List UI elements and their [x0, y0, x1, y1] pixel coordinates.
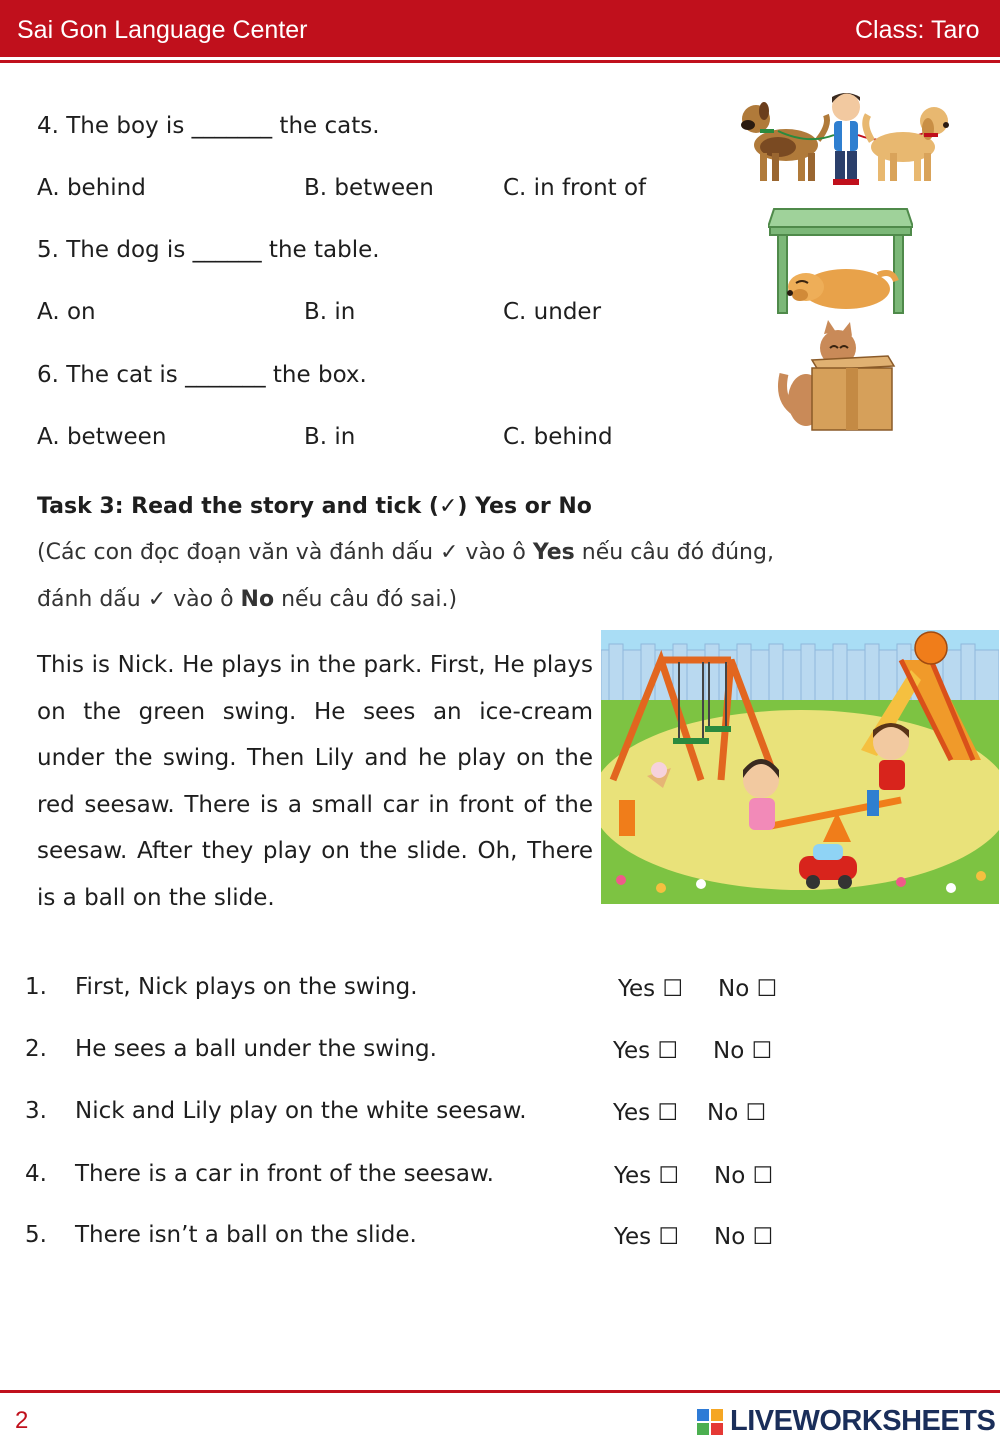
question-5-option-a[interactable]: A. on [37, 299, 96, 325]
statement-1-text: First, Nick plays on the swing. [75, 974, 418, 1000]
statement-2-yes-checkbox[interactable]: Yes ☐ [613, 1038, 679, 1064]
ball-icon [915, 632, 947, 664]
statement-3-text: Nick and Lily play on the white seesaw. [75, 1098, 527, 1124]
question-6-option-c[interactable]: C. behind [503, 424, 613, 450]
playground-scene-illustration [601, 630, 999, 904]
no-keyword: No [240, 587, 275, 612]
yes-keyword: Yes [532, 540, 575, 565]
header-divider [0, 60, 1000, 63]
statement-5-yes-checkbox[interactable]: Yes ☐ [614, 1224, 680, 1250]
statement-5-no-checkbox[interactable]: No ☐ [714, 1224, 774, 1250]
center-name: Sai Gon Language Center [17, 16, 308, 44]
statement-4-no-checkbox[interactable]: No ☐ [714, 1163, 774, 1189]
statement-5-number: 5. [25, 1222, 47, 1248]
sleeping-dog-icon [787, 269, 896, 309]
statement-2-text: He sees a ball under the swing. [75, 1036, 437, 1062]
cat-behind-box-illustration [776, 320, 898, 438]
statement-3-number: 3. [25, 1098, 47, 1124]
statement-1-number: 1. [25, 974, 47, 1000]
question-5-option-c[interactable]: C. under [503, 299, 602, 325]
task-3-instruction-line-2: đánh dấu ✓ vào ô No nếu câu đó sai.) [37, 587, 458, 612]
statement-5-text: There isn’t a ball on the slide. [75, 1222, 417, 1248]
page-number: 2 [15, 1407, 29, 1434]
statement-4-yes-checkbox[interactable]: Yes ☐ [614, 1163, 680, 1189]
statement-2-number: 2. [25, 1036, 47, 1062]
statement-4-text: There is a car in front of the seesaw. [75, 1161, 494, 1187]
boy-icon [832, 93, 860, 185]
statement-3-yes-checkbox[interactable]: Yes ☐ [613, 1100, 679, 1126]
box-icon [812, 356, 894, 430]
question-6-stem: 6. The cat is _______ the box. [37, 362, 367, 388]
liveworksheets-brand[interactable]: LIVEWORKSHEETS [730, 1405, 996, 1437]
dog-under-table-illustration [768, 205, 913, 317]
statement-1-no-checkbox[interactable]: No ☐ [718, 976, 778, 1002]
question-6-option-b[interactable]: B. in [304, 424, 356, 450]
story-paragraph: This is Nick. He plays in the park. First, He plays on the green swing. He sees an ice-cream under the swing. Then Lily and he play on the red seesaw. There is a small car in front of the seesaw. After they play on the slide. Oh, There is a ball on the slide. [37, 652, 593, 911]
task-3-instruction-line-1: (Các con đọc đoạn văn và đánh dấu ✓ vào ô Yes nếu câu đó đúng, [37, 540, 774, 565]
statement-1-yes-checkbox[interactable]: Yes ☐ [618, 976, 684, 1002]
statement-2-no-checkbox[interactable]: No ☐ [713, 1038, 773, 1064]
right-dog-icon [866, 107, 949, 181]
statement-4-number: 4. [25, 1161, 47, 1187]
question-4-option-a[interactable]: A. behind [37, 175, 146, 201]
left-dog-icon [741, 102, 827, 181]
footer-divider [0, 1390, 1000, 1393]
question-4-option-c[interactable]: C. in front of [503, 175, 647, 201]
question-5-stem: 5. The dog is ______ the table. [37, 237, 380, 263]
water-tap-icon [619, 800, 635, 836]
boy-walking-dogs-illustration [738, 85, 956, 190]
question-4-option-b[interactable]: B. between [304, 175, 434, 201]
question-5-option-b[interactable]: B. in [304, 299, 356, 325]
question-6-option-a[interactable]: A. between [37, 424, 167, 450]
statement-3-no-checkbox[interactable]: No ☐ [707, 1100, 767, 1126]
question-4-stem: 4. The boy is _______ the cats. [37, 113, 380, 139]
task-3-title: Task 3: Read the story and tick (✓) Yes or No [37, 494, 592, 519]
liveworksheets-logo-icon [697, 1406, 725, 1438]
class-label: Class: Taro [855, 16, 980, 44]
